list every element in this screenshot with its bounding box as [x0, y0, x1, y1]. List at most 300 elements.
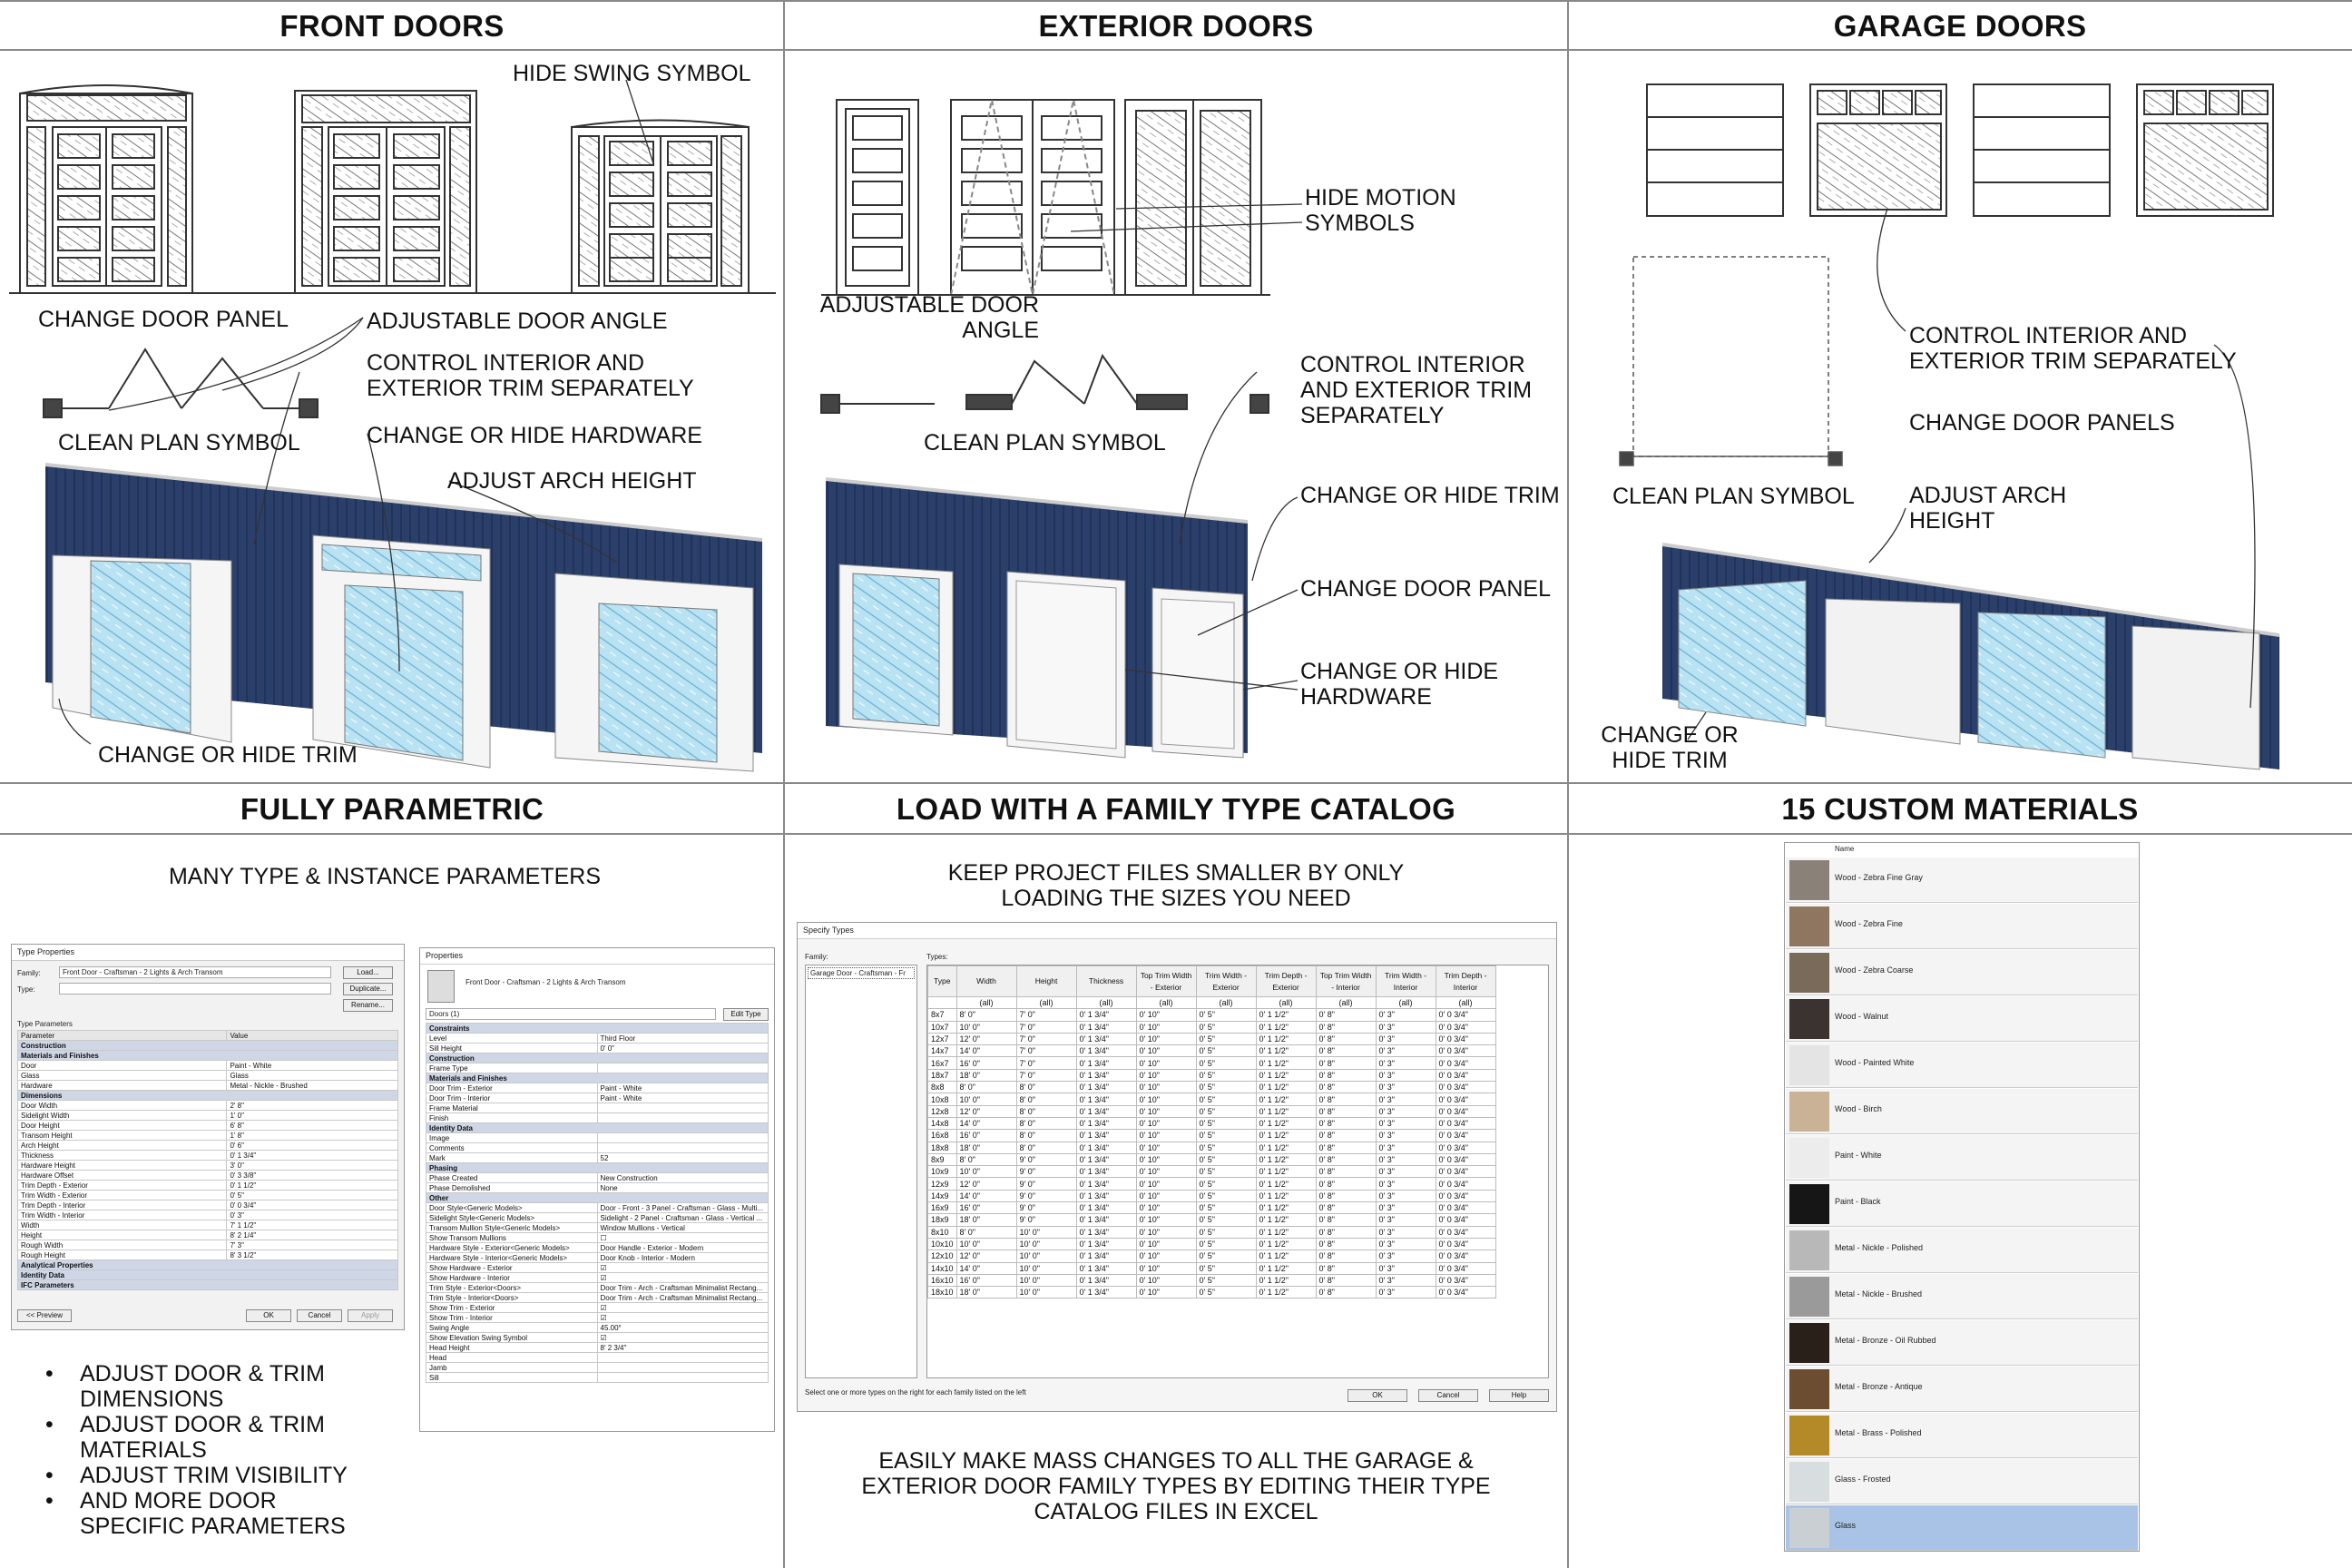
type-value-cell: 0' 0 3/4" [1436, 1117, 1495, 1129]
type-row[interactable] [928, 1142, 1496, 1153]
parameter-value[interactable]: 6' 8" [227, 1121, 398, 1131]
type-value-cell: 0' 1 3/4" [1076, 1214, 1136, 1226]
property-row[interactable] [426, 1293, 769, 1303]
material-row[interactable] [1786, 950, 2138, 995]
garage-elevation-2 [1810, 84, 1946, 216]
parameter-row[interactable] [18, 1121, 398, 1131]
parameter-value[interactable]: 0' 5" [227, 1191, 398, 1200]
property-row[interactable] [426, 1333, 769, 1343]
garage-plan-symbol [1620, 257, 1842, 466]
property-row[interactable] [426, 1273, 769, 1283]
group-label: Constraints [426, 1024, 769, 1034]
front-plan-symbol [44, 349, 318, 417]
parameter-value[interactable]: 0' 3" [227, 1210, 398, 1220]
property-value[interactable]: Paint - White [597, 1093, 769, 1103]
type-name-cell: 16x10 [928, 1274, 957, 1286]
types-column-header[interactable]: Height [1016, 966, 1076, 997]
parameter-row[interactable] [18, 1081, 398, 1091]
type-value-cell: 0' 3" [1376, 1190, 1436, 1201]
parameter-row[interactable] [18, 1220, 398, 1230]
type-value-cell: 10' 0" [956, 1093, 1016, 1105]
specify-types-caption: Specify Types [798, 923, 1556, 939]
property-value[interactable]: Sidelight - 2 Panel - Craftsman - Glass - Vertical ... [597, 1213, 769, 1223]
parameter-row[interactable] [18, 1181, 398, 1191]
property-group-row[interactable] [426, 1163, 769, 1173]
property-value[interactable]: Door Handle - Exterior - Modern [597, 1243, 769, 1253]
type-value-cell: 0' 5" [1196, 1262, 1256, 1274]
instance-family-name: Front Door - Craftsman - 2 Lights & Arch Transom [466, 978, 626, 986]
property-row[interactable] [426, 1044, 769, 1054]
parameter-value[interactable]: 7' 1 1/2" [227, 1220, 398, 1230]
front-door-elevation-1 [20, 85, 192, 293]
property-value[interactable]: ☑ [597, 1333, 769, 1343]
property-name: Door Trim - Interior [426, 1093, 598, 1103]
property-name: Show Hardware - Exterior [426, 1263, 598, 1273]
type-value-cell: 0' 5" [1196, 1274, 1256, 1286]
type-row[interactable] [928, 1190, 1496, 1201]
property-value[interactable]: New Construction [597, 1173, 769, 1183]
type-value-cell: 0' 10" [1136, 1202, 1196, 1214]
type-name-cell: 10x7 [928, 1021, 957, 1033]
type-value-cell: 0' 5" [1196, 1153, 1256, 1165]
type-value-cell: 7' 0" [1016, 1033, 1076, 1044]
property-name: Show Transom Mullions [426, 1233, 598, 1243]
type-row[interactable] [928, 1238, 1496, 1250]
ok-button[interactable]: OK [246, 1309, 291, 1322]
type-value-cell: 0' 3" [1376, 1009, 1436, 1021]
type-row[interactable] [928, 1166, 1496, 1178]
type-row[interactable] [928, 1274, 1496, 1286]
type-value-cell: 0' 8" [1316, 1262, 1376, 1274]
label-change-hardware-ext: CHANGE OR HIDE HARDWARE [1300, 659, 1499, 710]
type-value-cell: 8' 0" [1016, 1117, 1076, 1129]
type-value-cell: 0' 8" [1316, 1238, 1376, 1250]
material-swatch [1789, 1138, 1829, 1178]
material-row[interactable] [1786, 1043, 2138, 1088]
material-swatch [1789, 860, 1829, 900]
parameter-value[interactable]: 7' 3" [227, 1240, 398, 1250]
type-properties-dialog [11, 944, 405, 1330]
parameter-name: Hardware [18, 1081, 227, 1091]
property-row[interactable] [426, 1323, 769, 1333]
type-value-cell: 0' 1 3/4" [1076, 1166, 1136, 1178]
param-bullets [45, 1361, 390, 1539]
filter-dropdown[interactable]: (all) [1196, 997, 1256, 1009]
family-list[interactable] [805, 965, 917, 1378]
type-value-cell: 0' 5" [1196, 1190, 1256, 1201]
parameter-name: Thickness [18, 1151, 227, 1161]
type-value-cell: 0' 0 3/4" [1436, 1057, 1495, 1069]
label-hide-swing-symbol: HIDE SWING SYMBOL [513, 61, 751, 86]
property-row[interactable] [426, 1253, 769, 1263]
category-select[interactable]: Doors (1) [426, 1008, 716, 1020]
property-row[interactable] [426, 1363, 769, 1373]
property-value[interactable]: ☐ [597, 1233, 769, 1243]
types-column-header[interactable]: Top Trim Width - Interior [1316, 966, 1376, 997]
type-value-cell: 16' 0" [956, 1130, 1016, 1142]
type-value-cell: 0' 3" [1376, 1033, 1436, 1044]
type-value-cell: 0' 3" [1376, 1262, 1436, 1274]
parameter-row[interactable] [18, 1250, 398, 1260]
parameter-row[interactable] [18, 1101, 398, 1111]
property-row[interactable] [426, 1143, 769, 1153]
type-row[interactable] [928, 1202, 1496, 1214]
property-row[interactable] [426, 1213, 769, 1223]
type-name-cell: 14x8 [928, 1117, 957, 1129]
parameter-value[interactable]: Paint - White [227, 1061, 398, 1071]
exterior-plan-symbol [821, 356, 1269, 413]
property-name: Show Elevation Swing Symbol [426, 1333, 598, 1343]
property-value[interactable]: ☑ [597, 1273, 769, 1283]
type-select[interactable] [59, 983, 331, 995]
property-row[interactable] [426, 1083, 769, 1093]
property-row[interactable] [426, 1223, 769, 1233]
type-value-cell: 14' 0" [956, 1262, 1016, 1274]
filter-dropdown[interactable]: (all) [1436, 997, 1495, 1009]
types-column-header[interactable]: Thickness [1076, 966, 1136, 997]
parameter-value[interactable]: Glass [227, 1071, 398, 1081]
parameter-name: Door [18, 1061, 227, 1071]
property-row[interactable] [426, 1303, 769, 1313]
property-row[interactable] [426, 1233, 769, 1243]
property-value[interactable] [597, 1373, 769, 1383]
parameter-value[interactable]: Metal - Nickle - Brushed [227, 1081, 398, 1091]
bullet-item: • AND MORE DOOR SPECIFIC PARAMETERS [45, 1488, 390, 1539]
property-name: Hardware Style - Exterior<Generic Models> [426, 1243, 598, 1253]
type-row[interactable] [928, 1117, 1496, 1129]
type-value-cell: 0' 3" [1376, 1202, 1436, 1214]
property-row[interactable] [426, 1373, 769, 1383]
property-row[interactable] [426, 1113, 769, 1123]
filter-dropdown[interactable]: (all) [1316, 997, 1376, 1009]
type-value-cell: 0' 10" [1136, 1250, 1196, 1262]
parameter-group-row[interactable] [18, 1270, 398, 1280]
material-name: Wood - Zebra Fine [1835, 919, 1903, 928]
property-value[interactable]: Door Knob - Interior - Modern [597, 1253, 769, 1263]
material-row[interactable] [1786, 1367, 2138, 1412]
type-row[interactable] [928, 1105, 1496, 1117]
property-value[interactable] [597, 1113, 769, 1123]
property-row[interactable] [426, 1203, 769, 1213]
type-value-cell: 0' 8" [1316, 1009, 1376, 1021]
type-row[interactable] [928, 1082, 1496, 1093]
parameter-row[interactable] [18, 1071, 398, 1081]
parameter-group-row[interactable] [18, 1041, 398, 1051]
property-group-row[interactable] [426, 1123, 769, 1133]
types-column-header[interactable]: Trim Width - Interior [1376, 966, 1436, 997]
types-column-header[interactable]: Trim Depth - Interior [1436, 966, 1495, 997]
material-row[interactable] [1786, 904, 2138, 949]
parameter-value[interactable]: 3' 0" [227, 1161, 398, 1171]
material-row[interactable] [1786, 1413, 2138, 1458]
material-row[interactable] [1786, 1135, 2138, 1181]
type-value-cell: 0' 1 3/4" [1076, 1190, 1136, 1201]
property-value[interactable]: ☑ [597, 1303, 769, 1313]
property-value[interactable]: 0' 0" [597, 1044, 769, 1054]
parameter-value[interactable]: 8' 2 1/4" [227, 1230, 398, 1240]
material-row[interactable] [1786, 996, 2138, 1042]
type-row[interactable] [928, 1069, 1496, 1081]
property-row[interactable] [426, 1173, 769, 1183]
property-value[interactable]: Third Floor [597, 1034, 769, 1044]
parameter-row[interactable] [18, 1131, 398, 1141]
grid-divider-h2 [0, 782, 2352, 784]
property-row[interactable] [426, 1183, 769, 1193]
property-group-row[interactable] [426, 1024, 769, 1034]
type-row[interactable] [928, 1250, 1496, 1262]
type-row[interactable] [928, 1226, 1496, 1238]
family-select[interactable]: Front Door - Craftsman - 2 Lights & Arch Transom [59, 966, 331, 978]
parameter-name: Arch Height [18, 1141, 227, 1151]
type-value-cell: 0' 5" [1196, 1130, 1256, 1142]
parameter-row[interactable] [18, 1200, 398, 1210]
type-value-cell: 0' 10" [1136, 1226, 1196, 1238]
type-row[interactable] [928, 1093, 1496, 1105]
parameter-value[interactable]: 1' 8" [227, 1131, 398, 1141]
help-button-catalog[interactable]: Help [1489, 1389, 1549, 1402]
property-value[interactable]: Door Trim - Arch - Craftsman Minimalist Rectang... [597, 1293, 769, 1303]
parameter-value[interactable]: 0' 6" [227, 1141, 398, 1151]
property-value[interactable]: ☑ [597, 1313, 769, 1323]
parameter-row[interactable] [18, 1111, 398, 1121]
property-name: Image [426, 1133, 598, 1143]
parameter-value[interactable]: 1' 0" [227, 1111, 398, 1121]
parameter-row[interactable] [18, 1151, 398, 1161]
material-row[interactable] [1786, 1181, 2138, 1227]
parameter-row[interactable] [18, 1061, 398, 1071]
type-value-cell: 0' 3" [1376, 1214, 1436, 1226]
type-value-cell: 10' 0" [1016, 1250, 1076, 1262]
property-name: Sill [426, 1373, 598, 1383]
filter-dropdown[interactable]: (all) [1016, 997, 1076, 1009]
parameter-group-row[interactable] [18, 1051, 398, 1061]
property-value[interactable]: None [597, 1183, 769, 1193]
type-row[interactable] [928, 1214, 1496, 1226]
parameter-value[interactable]: 0' 0 3/4" [227, 1200, 398, 1210]
type-value-cell: 0' 1 3/4" [1076, 1057, 1136, 1069]
property-group-row[interactable] [426, 1054, 769, 1063]
param-subtitle: MANY TYPE & INSTANCE PARAMETERS [168, 864, 602, 889]
property-row[interactable] [426, 1263, 769, 1273]
front-door-elevation-2 [295, 91, 476, 293]
property-value[interactable] [597, 1363, 769, 1373]
property-value[interactable]: ☑ [597, 1263, 769, 1273]
type-value-cell: 12' 0" [956, 1105, 1016, 1117]
property-row[interactable] [426, 1063, 769, 1073]
type-row[interactable] [928, 1178, 1496, 1190]
type-name-cell: 18x7 [928, 1069, 957, 1081]
type-properties-caption: Type Properties [12, 945, 404, 961]
types-column-header[interactable]: Width [956, 966, 1016, 997]
material-swatch [1789, 953, 1829, 993]
parameter-name: Door Height [18, 1121, 227, 1131]
type-value-cell: 0' 5" [1196, 1021, 1256, 1033]
group-label: Identity Data [426, 1123, 769, 1133]
type-value-cell: 8' 0" [1016, 1082, 1076, 1093]
parameter-row[interactable] [18, 1171, 398, 1181]
material-list-header: Name [1835, 845, 1855, 853]
material-row[interactable] [1786, 858, 2138, 903]
type-value-cell: 8' 0" [1016, 1093, 1076, 1105]
type-row[interactable] [928, 1045, 1496, 1057]
parameter-row[interactable] [18, 1141, 398, 1151]
apply-button[interactable]: Apply [348, 1309, 393, 1322]
property-value[interactable]: Door Trim - Arch - Craftsman Minimalist Rectang... [597, 1283, 769, 1293]
type-value-cell: 0' 8" [1316, 1117, 1376, 1129]
type-value-cell: 7' 0" [1016, 1009, 1076, 1021]
type-value-cell: 10' 0" [956, 1166, 1016, 1178]
type-value-cell: 0' 1 3/4" [1076, 1178, 1136, 1190]
ok-button-catalog[interactable]: OK [1348, 1389, 1407, 1402]
parameter-value[interactable]: 2' 8" [227, 1101, 398, 1111]
property-value[interactable]: Door - Front - 3 Panel - Craftsman - Glass - Multi... [597, 1203, 769, 1213]
property-value[interactable] [597, 1063, 769, 1073]
type-value-cell: 0' 1 3/4" [1076, 1105, 1136, 1117]
material-row[interactable] [1786, 1459, 2138, 1504]
type-value-cell: 0' 8" [1316, 1287, 1376, 1298]
rename-button[interactable]: Rename... [343, 999, 393, 1012]
parameter-row[interactable] [18, 1240, 398, 1250]
types-column-header[interactable]: Trim Depth - Exterior [1256, 966, 1316, 997]
type-value-cell: 14' 0" [956, 1045, 1016, 1057]
type-row[interactable] [928, 1153, 1496, 1165]
filter-dropdown[interactable]: (all) [1076, 997, 1136, 1009]
parameter-value[interactable]: 0' 1 3/4" [227, 1151, 398, 1161]
type-row[interactable] [928, 1021, 1496, 1033]
material-row[interactable] [1786, 1228, 2138, 1273]
type-value-cell: 14' 0" [956, 1190, 1016, 1201]
property-row[interactable] [426, 1133, 769, 1143]
type-value-cell: 0' 8" [1316, 1190, 1376, 1201]
type-value-cell: 0' 8" [1316, 1250, 1376, 1262]
types-column-header[interactable]: Type [928, 966, 957, 997]
property-value[interactable] [597, 1353, 769, 1363]
type-row[interactable] [928, 1262, 1496, 1274]
property-row[interactable] [426, 1243, 769, 1253]
material-name: Wood - Birch [1835, 1104, 1882, 1113]
door-drawings [0, 0, 2352, 782]
parameter-row[interactable] [18, 1210, 398, 1220]
property-row[interactable] [426, 1153, 769, 1163]
cancel-button-catalog[interactable]: Cancel [1418, 1389, 1478, 1402]
type-row[interactable] [928, 1057, 1496, 1069]
properties-caption: Properties [420, 948, 774, 965]
property-row[interactable] [426, 1034, 769, 1044]
property-value[interactable]: Paint - White [597, 1083, 769, 1093]
property-name: Jamb [426, 1363, 598, 1373]
parameter-row[interactable] [18, 1161, 398, 1171]
parameter-group-row[interactable] [18, 1280, 398, 1290]
load-button[interactable]: Load... [343, 966, 393, 979]
type-value-cell: 0' 10" [1136, 1069, 1196, 1081]
type-value-cell: 0' 0 3/4" [1436, 1202, 1495, 1214]
type-value-cell: 0' 0 3/4" [1436, 1105, 1495, 1117]
property-value[interactable] [597, 1143, 769, 1153]
material-name: Wood - Painted White [1835, 1058, 1915, 1067]
property-value[interactable] [597, 1133, 769, 1143]
type-value-cell: 0' 3" [1376, 1250, 1436, 1262]
type-value-cell: 0' 0 3/4" [1436, 1287, 1495, 1298]
property-group-row[interactable] [426, 1073, 769, 1083]
material-row[interactable] [1786, 1320, 2138, 1366]
types-grid [926, 965, 1549, 1378]
filter-dropdown[interactable]: (all) [1256, 997, 1316, 1009]
filter-dropdown[interactable]: (all) [1136, 997, 1196, 1009]
cancel-button[interactable]: Cancel [297, 1309, 342, 1322]
type-row[interactable] [928, 1130, 1496, 1142]
type-value-cell: 0' 10" [1136, 1178, 1196, 1190]
filter-blank [928, 997, 957, 1009]
property-value[interactable]: 52 [597, 1153, 769, 1163]
type-value-cell: 0' 8" [1316, 1045, 1376, 1057]
type-parameters-label: Type Parameters [17, 1020, 73, 1028]
filter-dropdown[interactable]: (all) [956, 997, 1016, 1009]
type-value-cell: 0' 1 3/4" [1076, 1250, 1136, 1262]
type-value-cell: 8' 0" [956, 1009, 1016, 1021]
type-value-cell: 12' 0" [956, 1033, 1016, 1044]
parameter-row[interactable] [18, 1230, 398, 1240]
parameter-row[interactable] [18, 1191, 398, 1200]
garage-elevation-3 [1974, 84, 2110, 216]
type-value-cell: 0' 1 1/2" [1256, 1117, 1316, 1129]
types-column-header[interactable]: Top Trim Width - Exterior [1136, 966, 1196, 997]
edit-type-button[interactable]: Edit Type [723, 1008, 769, 1021]
property-group-row[interactable] [426, 1193, 769, 1203]
type-name-cell: 8x9 [928, 1153, 957, 1165]
type-row[interactable] [928, 1033, 1496, 1044]
property-row[interactable] [426, 1353, 769, 1363]
property-row[interactable] [426, 1313, 769, 1323]
type-row[interactable] [928, 1009, 1496, 1021]
parameter-value[interactable]: 0' 1 1/2" [227, 1181, 398, 1191]
property-row[interactable] [426, 1093, 769, 1103]
parameter-name: Rough Height [18, 1250, 227, 1260]
parameter-name: Hardware Height [18, 1161, 227, 1171]
property-name: Door Trim - Exterior [426, 1083, 598, 1093]
material-swatch [1789, 999, 1829, 1039]
material-row[interactable] [1786, 1089, 2138, 1134]
property-row[interactable] [426, 1283, 769, 1293]
duplicate-button[interactable]: Duplicate... [343, 983, 393, 995]
property-row[interactable] [426, 1103, 769, 1113]
type-value-cell: 0' 0 3/4" [1436, 1045, 1495, 1057]
material-row[interactable] [1786, 1505, 2138, 1551]
property-row[interactable] [426, 1343, 769, 1353]
group-label: Materials and Finishes [18, 1051, 398, 1061]
property-value[interactable]: 8' 2 3/4" [597, 1343, 769, 1353]
types-column-header[interactable]: Trim Width - Exterior [1196, 966, 1256, 997]
filter-dropdown[interactable]: (all) [1376, 997, 1436, 1009]
material-row[interactable] [1786, 1274, 2138, 1319]
parameter-value[interactable]: 8' 3 1/2" [227, 1250, 398, 1260]
property-value[interactable]: Window Mullions - Vertical [597, 1223, 769, 1233]
parameter-name: Trim Width - Interior [18, 1210, 227, 1220]
preview-button[interactable]: << Preview [17, 1309, 72, 1322]
material-name: Wood - Zebra Coarse [1835, 965, 1914, 975]
type-value-cell: 0' 8" [1316, 1130, 1376, 1142]
type-value-cell: 0' 3" [1376, 1069, 1436, 1081]
property-value[interactable] [597, 1103, 769, 1113]
type-row[interactable] [928, 1287, 1496, 1298]
parameter-value[interactable]: 0' 3 3/8" [227, 1171, 398, 1181]
parameter-group-row[interactable] [18, 1260, 398, 1270]
parameter-group-row[interactable] [18, 1091, 398, 1101]
property-value[interactable]: 45.00° [597, 1323, 769, 1333]
family-list-item[interactable]: Garage Door - Craftsman - Fr [808, 967, 915, 979]
type-name-cell: 12x8 [928, 1105, 957, 1117]
type-value-cell: 0' 5" [1196, 1045, 1256, 1057]
instance-properties-palette [419, 947, 775, 1432]
